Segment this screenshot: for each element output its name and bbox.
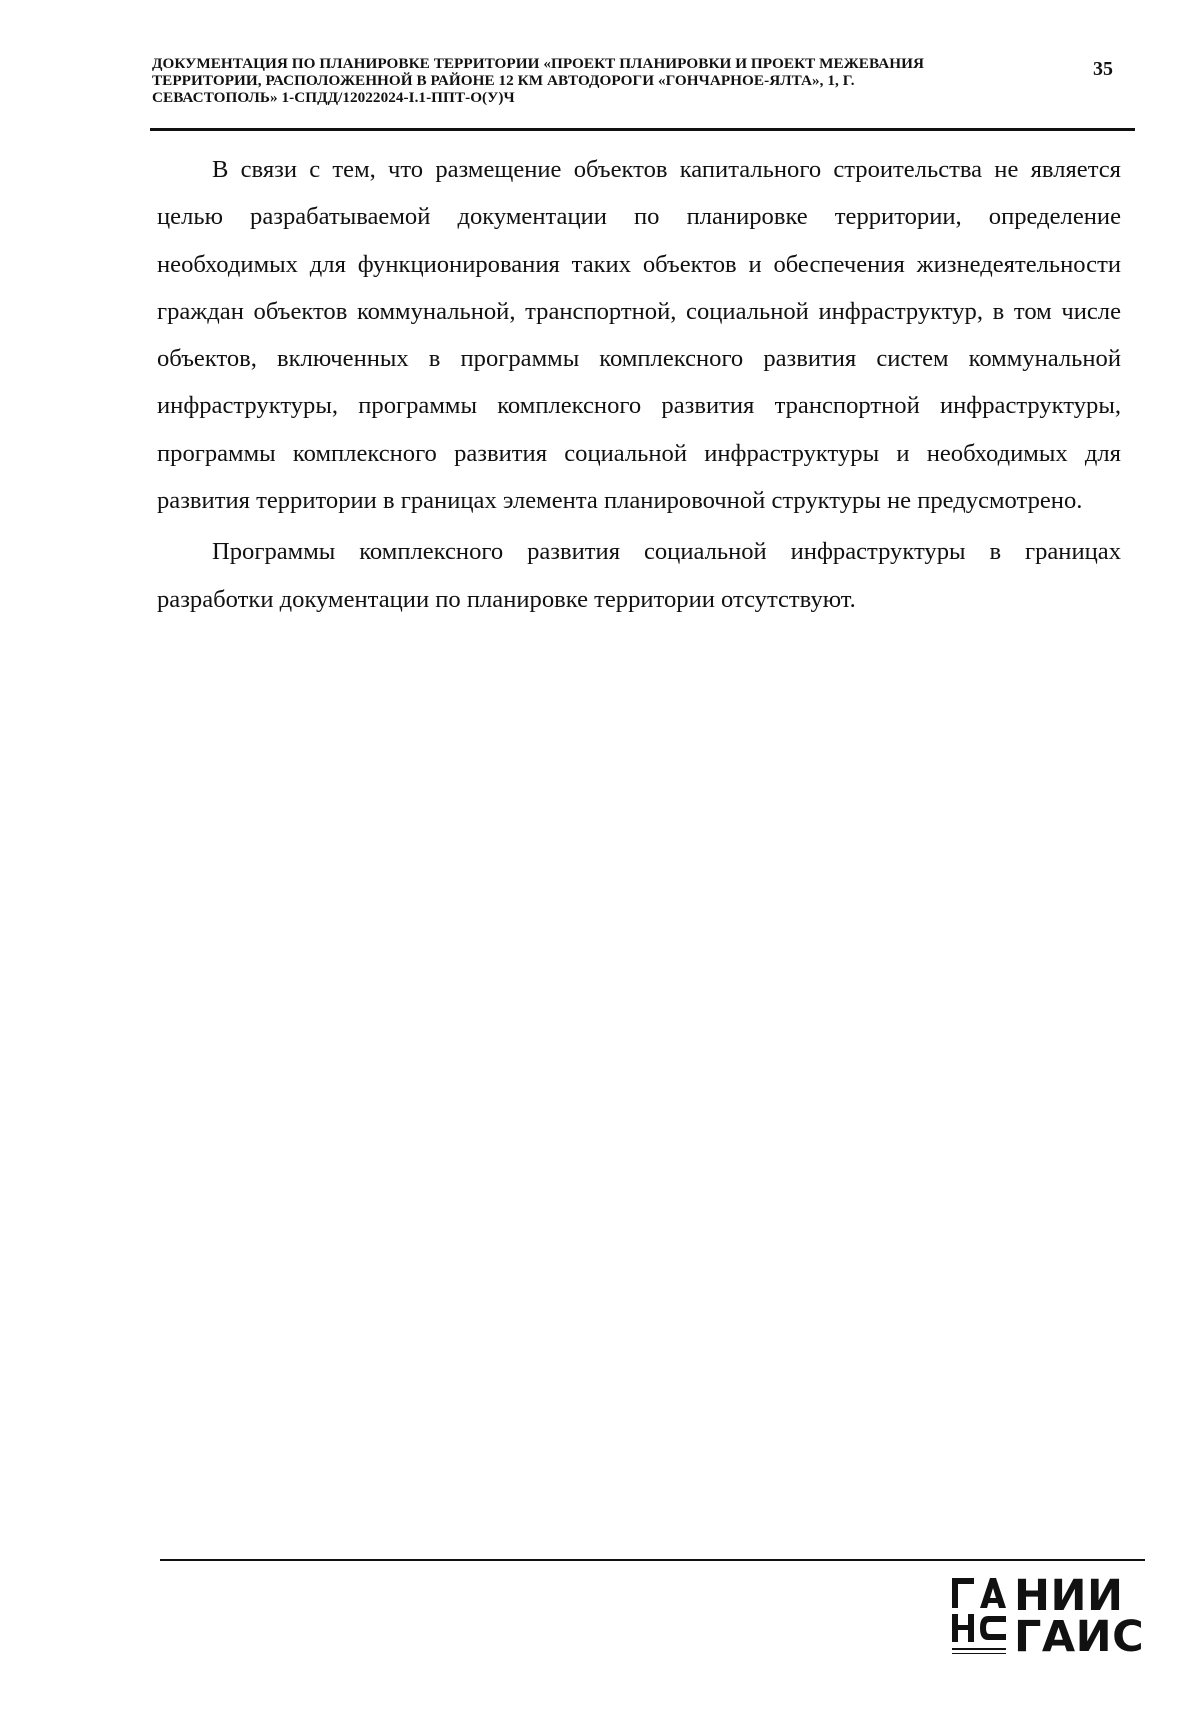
gais-logo-mark-icon [950, 1576, 1008, 1661]
footer-divider [160, 1559, 1145, 1561]
paragraph-1: В связи с тем, что размещение объектов капитального строительства не является целью разрабатываемой документации по планировке территории, определение необходимых для функционирования таких объектов и обеспечения жизнедеятельности граждан объектов коммунальной, транспортной, социальной инфраструктур, в том числе объектов, включенных в программы комплексного развития систем коммунальной инфраструктуры, программы комплексного развития транспортной инфраструктуры, программы комплексного развития социальной инфраструктуры и необходимых для развития территории в границах элемента планировочной структуры не предусмотрено. [157, 156, 1121, 515]
page-header [152, 55, 1040, 106]
logo-text-line-1: НИИ [1014, 1571, 1124, 1621]
logo-text [1014, 1571, 1145, 1662]
header-divider [150, 128, 1135, 131]
logo-text-line-2: ГАИС [1014, 1612, 1145, 1662]
header-line-3: СЕВАСТОПОЛЬ» 1-СПДД/12022024-I.1-ППТ-О(У)Ч [152, 89, 515, 106]
nii-gais-logo [950, 1571, 1145, 1662]
header-line-2: ТЕРРИТОРИИ, РАСПОЛОЖЕННОЙ В РАЙОНЕ 12 КМ АВТОДОРОГИ «ГОНЧАРНОЕ-ЯЛТА», 1, Г. [152, 72, 855, 89]
page-number: 35 [1093, 58, 1113, 80]
header-line-1: ДОКУМЕНТАЦИЯ ПО ПЛАНИРОВКЕ ТЕРРИТОРИИ «ПРОЕКТ ПЛАНИРОВКИ И ПРОЕКТ МЕЖЕВАНИЯ [152, 55, 924, 72]
paragraph-2: Программы комплексного развития социальной инфраструктуры в границах разработки документации по планировке территории отсутствуют. [157, 538, 1121, 613]
body-text [157, 146, 1121, 623]
